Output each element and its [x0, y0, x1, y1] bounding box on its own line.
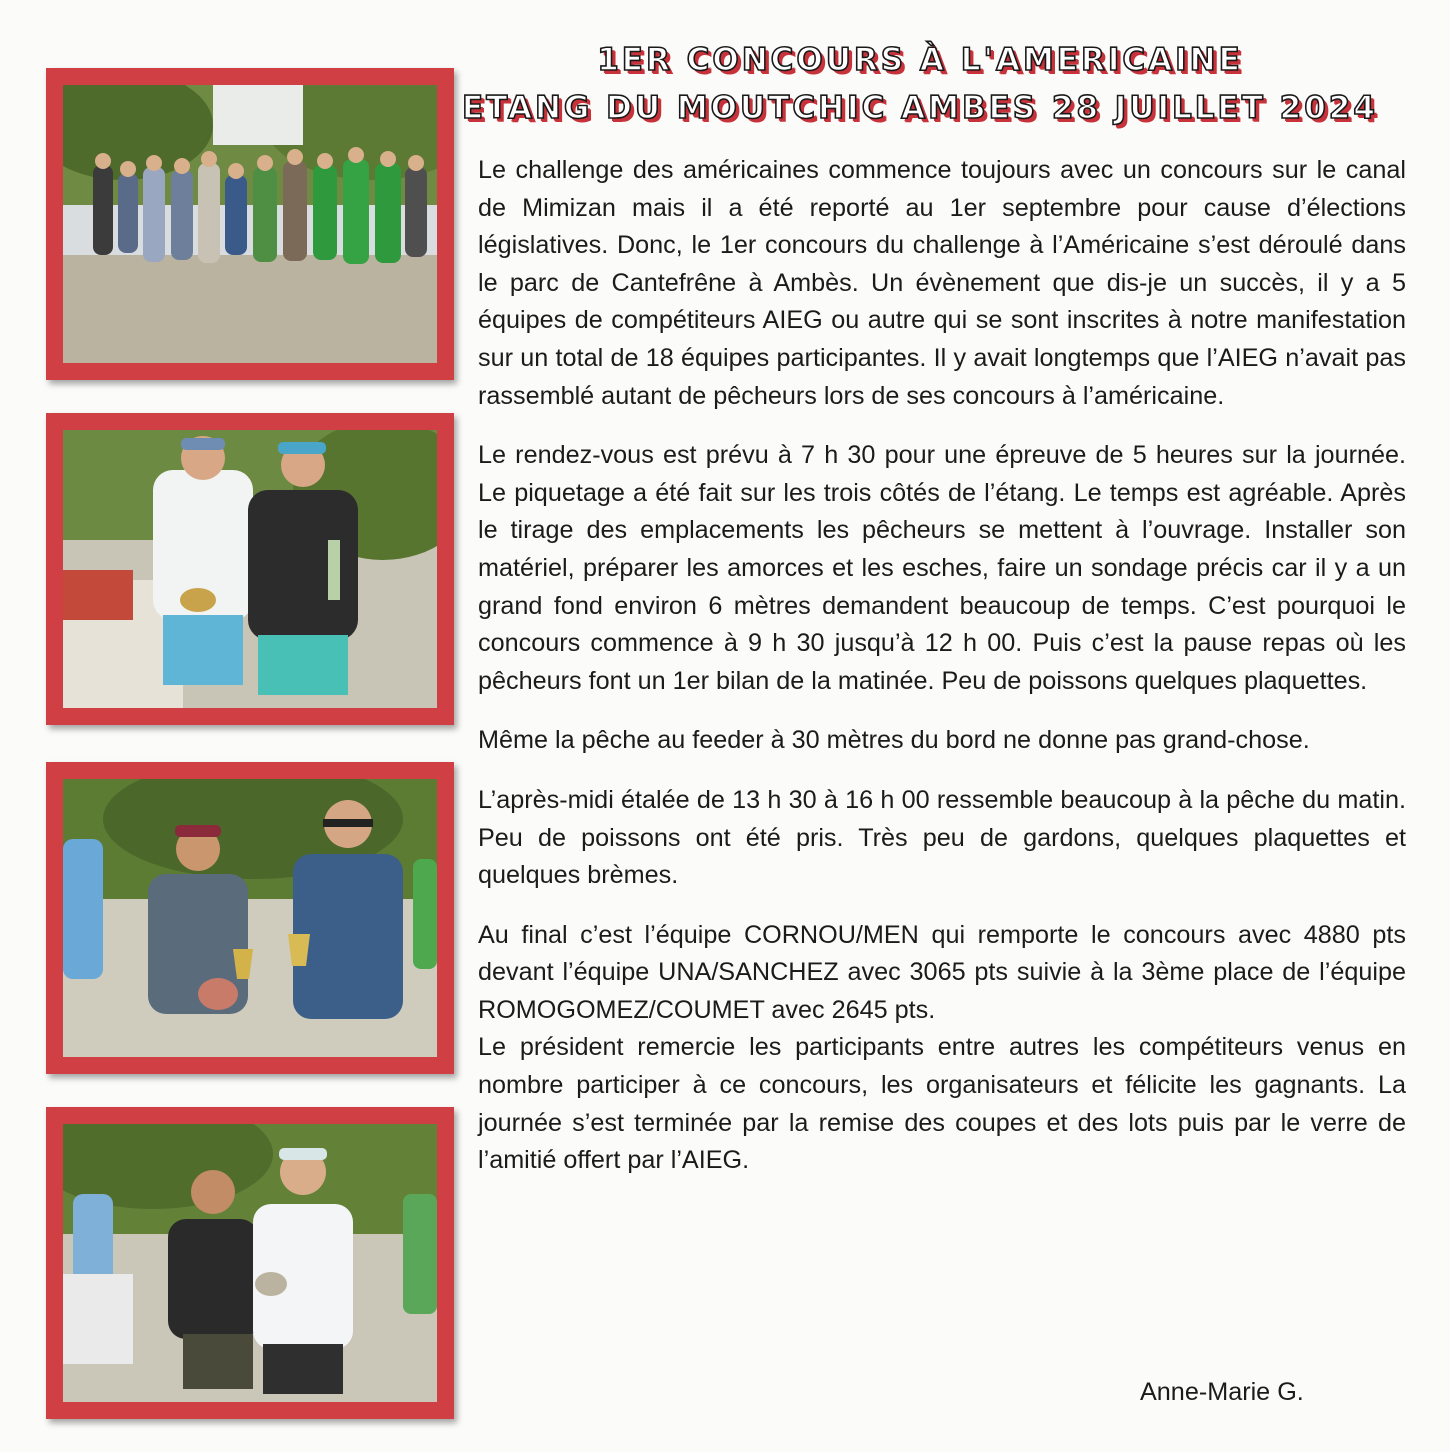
article-body [478, 152, 1406, 1180]
photo-group [63, 85, 437, 363]
photo-frame-3 [46, 762, 454, 1074]
title-line-1: 1ER CONCOURS À L'AMERICAINE [597, 42, 1243, 78]
paragraph-intro: Le challenge des américaines commence toujours avec un concours sur le canal de Mimizan mais il a été reporté au 1er septembre pour cause d’élections législatives. Donc, le 1er concours du challenge à l’Américaine s’est déroulé dans le parc de Cantefrêne à Ambès. Un évènement que dis-je un succès, il y a 5 équipes de compétiteurs AIEG ou autre qui se sont inscrites à notre manifestation sur un total de 18 équipes participantes. Il y avait longtemps que l’AIEG n’avait pas rassemblé autant de pêcheurs lors de ses concours à l’américaine. [478, 156, 1406, 410]
paragraph-schedule: Le rendez-vous est prévu à 7 h 30 pour une épreuve de 5 heures sur la journée. Le piquetage a été fait sur les trois côtés de l’étang. Le temps est agréable. Après le tirage des emplacements les pêcheurs se mettent à l’ouvrage. Installer son matériel, préparer les amorces et les esches, faire un sondage précis car il y a un grand fond environ 6 mètres demandent beaucoup de temps. C’est pourquoi le concours commence à 9 h 30 jusqu’à 12 h 00. Puis c’est la pause repas où les pêcheurs font un 1er bilan de la matinée. Peu de poissons quelques plaquettes. [478, 441, 1406, 695]
photo-winners [63, 430, 437, 708]
photo-third-place [63, 1124, 437, 1402]
author-signature: Anne-Marie G. [1140, 1378, 1304, 1406]
photo-frame-2 [46, 413, 454, 725]
photo-frame-1 [46, 68, 454, 380]
photo-frame-4 [46, 1107, 454, 1419]
title-line-2: ETANG DU MOUTCHIC AMBES 28 JUILLET 2024 [462, 90, 1378, 126]
photo-second-place [63, 779, 437, 1057]
paragraph-feeder: Même la pêche au feeder à 30 mètres du bord ne donne pas grand-chose. [478, 726, 1310, 755]
paragraph-results: Au final c’est l’équipe CORNOU/MEN qui remporte le concours avec 4880 pts devant l’équipe UNA/SANCHEZ avec 3065 pts suivie à la 3ème place de l’équipe ROMOGOMEZ/COUMET avec 2645 pts. [478, 920, 1406, 1024]
paragraph-afternoon: L’après-midi étalée de 13 h 30 à 16 h 00 ressemble beaucoup à la pêche du matin. Peu de poissons ont été pris. Très peu de gardons, quelques plaquettes et quelques brèmes. [478, 785, 1406, 890]
paragraph-thanks: Le président remercie les participants entre autres les compétiteurs venus en nombre participer à ce concours, les organisateurs et félicite les gagnants. La journée s’est terminée par la remise des coupes et des lots puis par le verre de l’amitié offert par l’AIEG. [478, 1033, 1406, 1175]
